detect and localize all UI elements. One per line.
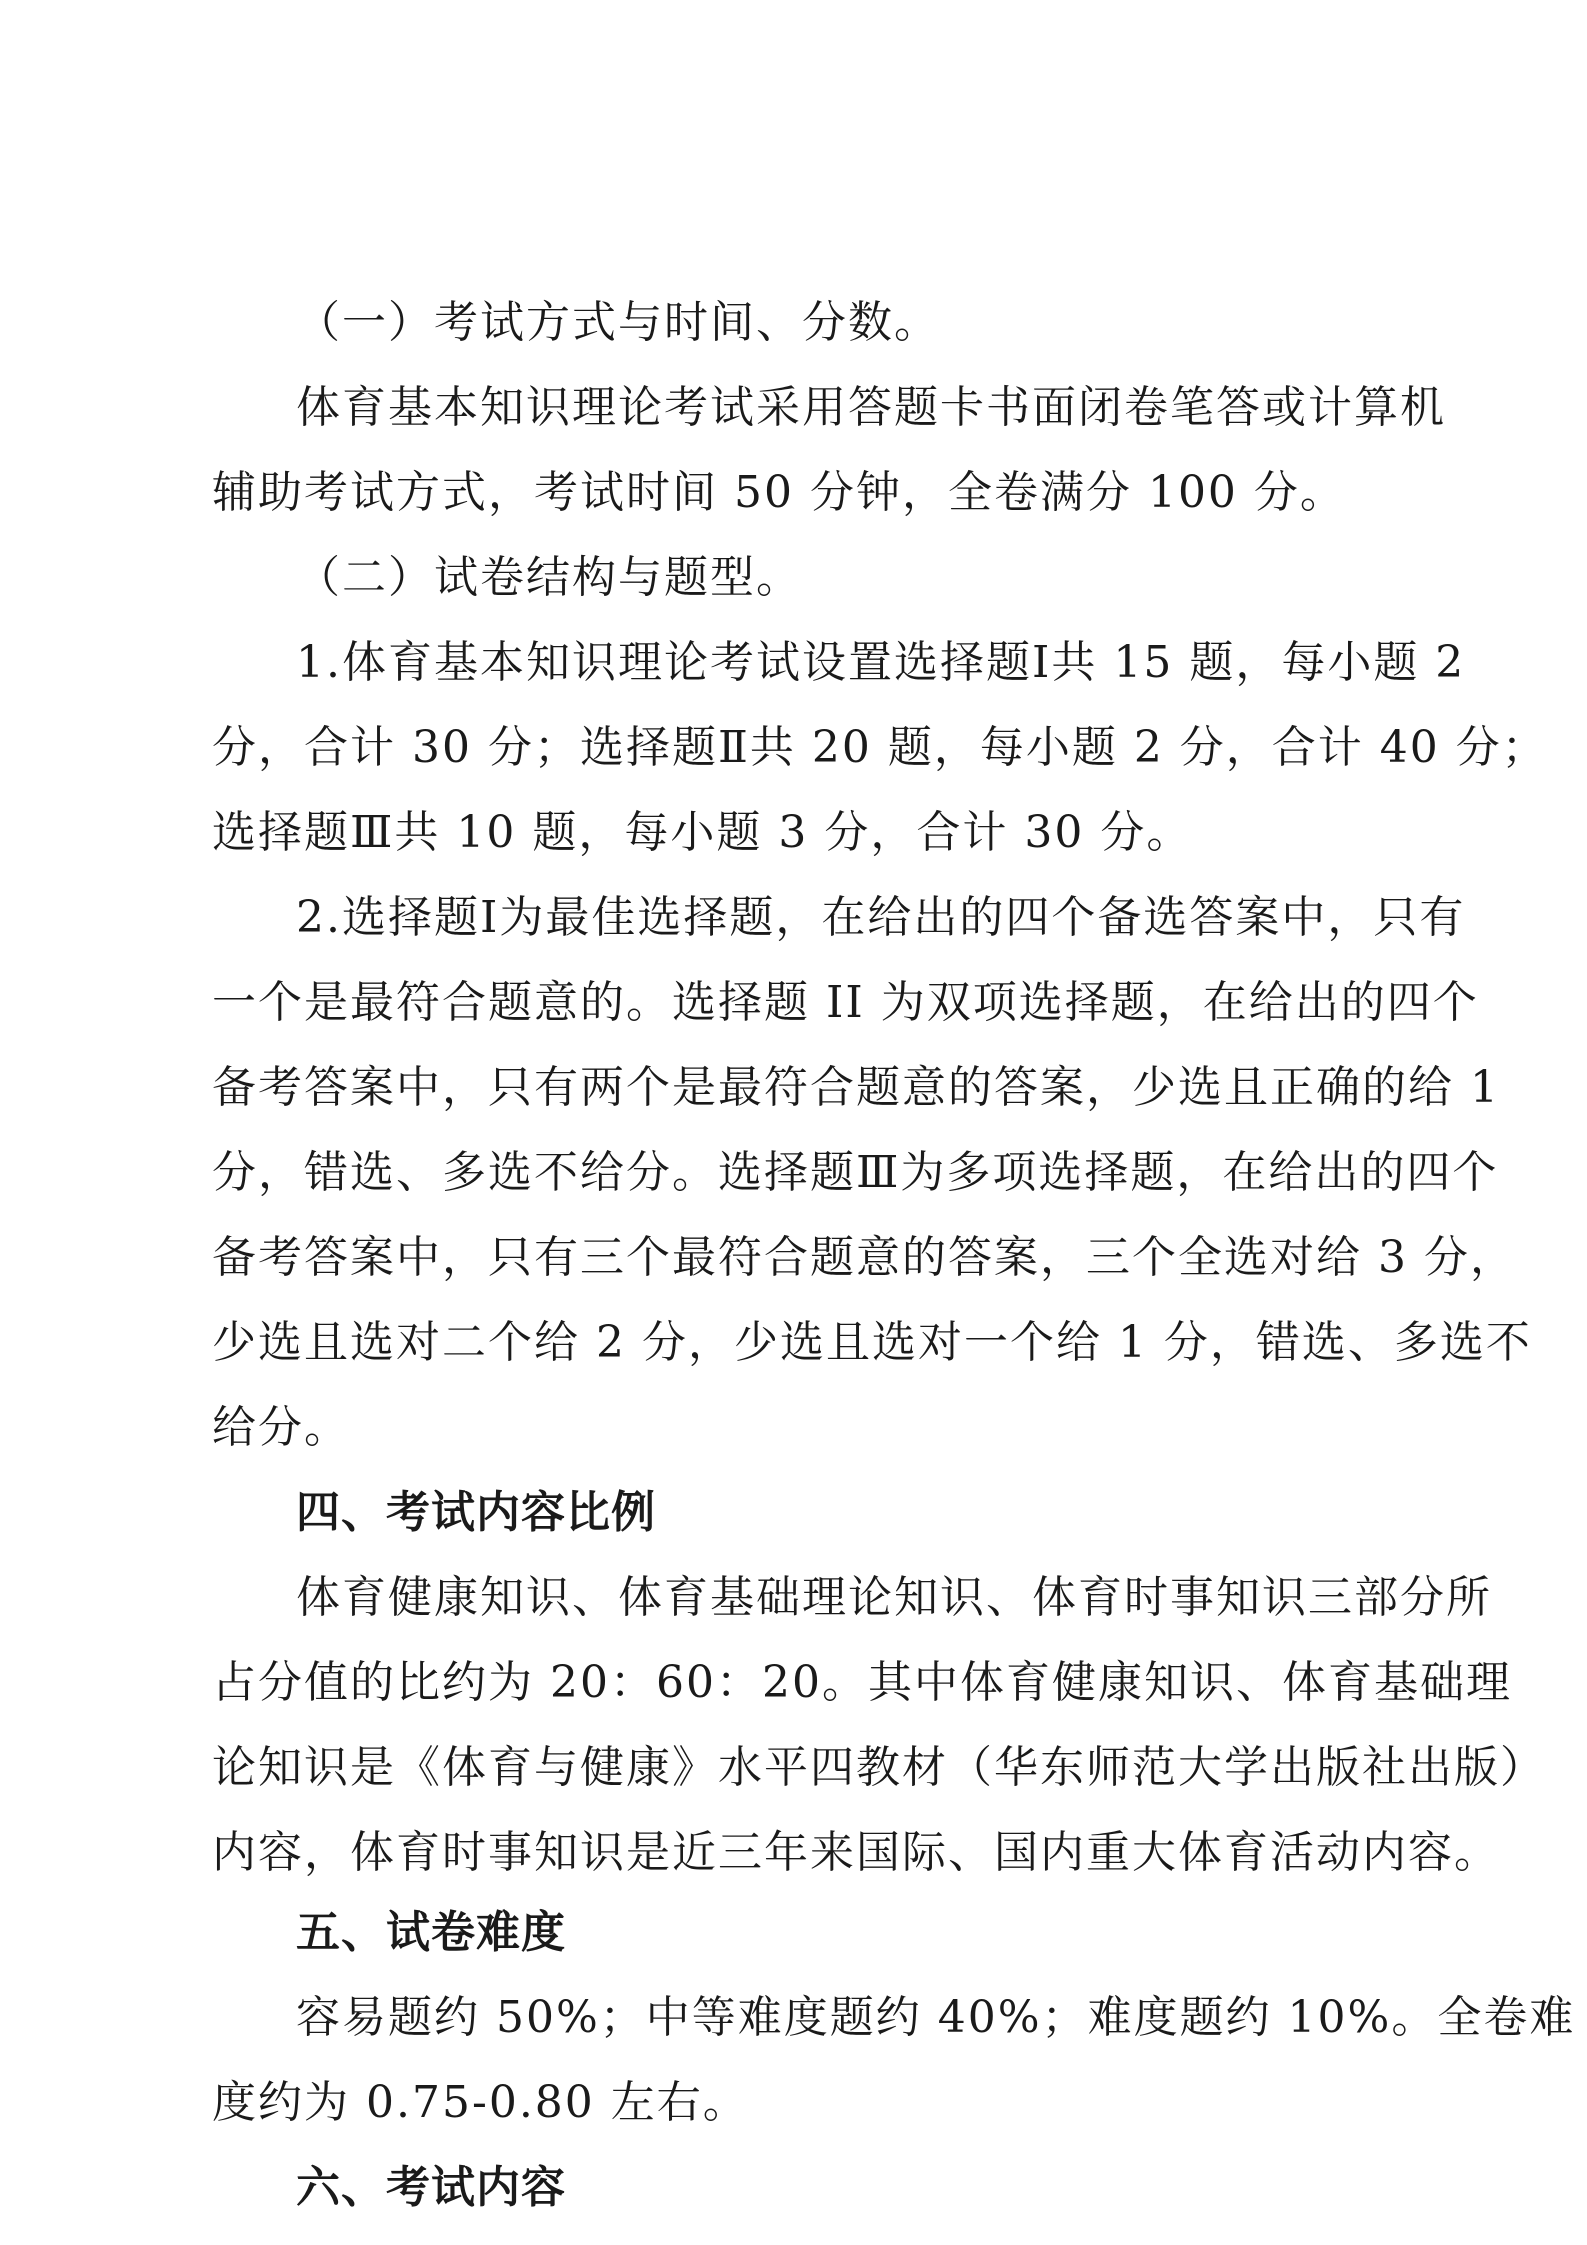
paragraph-line: 一个是最符合题意的。选择题 II 为双项选择题，在给出的四个 <box>212 977 1479 1028</box>
paragraph-line: 分，错选、多选不给分。选择题Ⅲ为多项选择题，在给出的四个 <box>212 1147 1499 1198</box>
paragraph-line: 容易题约 50%；中等难度题约 40%；难度题约 10%。全卷难 <box>296 1992 1576 2043</box>
paragraph-line: 选择题Ⅲ共 10 题，每小题 3 分，合计 30 分。 <box>212 807 1193 858</box>
section-heading-exam-content: 六、考试内容 <box>296 2162 566 2213</box>
paragraph-line: 度约为 0.75-0.80 左右。 <box>212 2077 749 2128</box>
paragraph-line: 内容，体育时事知识是近三年来国际、国内重大体育活动内容。 <box>212 1827 1500 1878</box>
paragraph-line: 体育健康知识、体育基础理论知识、体育时事知识三部分所 <box>296 1572 1492 1623</box>
paragraph-line: 论知识是《体育与健康》水平四教材（华东师范大学出版社出版） <box>212 1742 1546 1793</box>
paragraph-line: 占分值的比约为 20：60：20。其中体育健康知识、体育基础理 <box>212 1657 1512 1708</box>
paragraph-line: 辅助考试方式，考试时间 50 分钟，全卷满分 100 分。 <box>212 467 1346 518</box>
paragraph-line: 给分。 <box>212 1402 350 1453</box>
section-heading-difficulty: 五、试卷难度 <box>296 1907 566 1958</box>
paragraph-line: 少选且选对二个给 2 分，少选且选对一个给 1 分，错选、多选不 <box>212 1317 1532 1368</box>
section-heading-content-ratio: 四、考试内容比例 <box>296 1487 656 1538</box>
paragraph-line: 2.选择题Ⅰ为最佳选择题，在给出的四个备选答案中，只有 <box>296 892 1466 943</box>
subsection-heading-paper-structure: （二）试卷结构与题型。 <box>296 552 802 603</box>
paragraph-line: 分，合计 30 分；选择题Ⅱ共 20 题，每小题 2 分，合计 40 分； <box>212 722 1548 773</box>
paragraph-line: 1.体育基本知识理论考试设置选择题Ⅰ共 15 题，每小题 2 <box>296 637 1466 688</box>
paragraph-line: 体育基本知识理论考试采用答题卡书面闭卷笔答或计算机 <box>296 382 1446 433</box>
paragraph-line: 备考答案中，只有两个是最符合题意的答案，少选且正确的给 1 <box>212 1062 1500 1113</box>
subsection-heading-exam-method: （一）考试方式与时间、分数。 <box>296 297 940 348</box>
paragraph-line: 备考答案中，只有三个最符合题意的答案，三个全选对给 3 分， <box>212 1232 1516 1283</box>
